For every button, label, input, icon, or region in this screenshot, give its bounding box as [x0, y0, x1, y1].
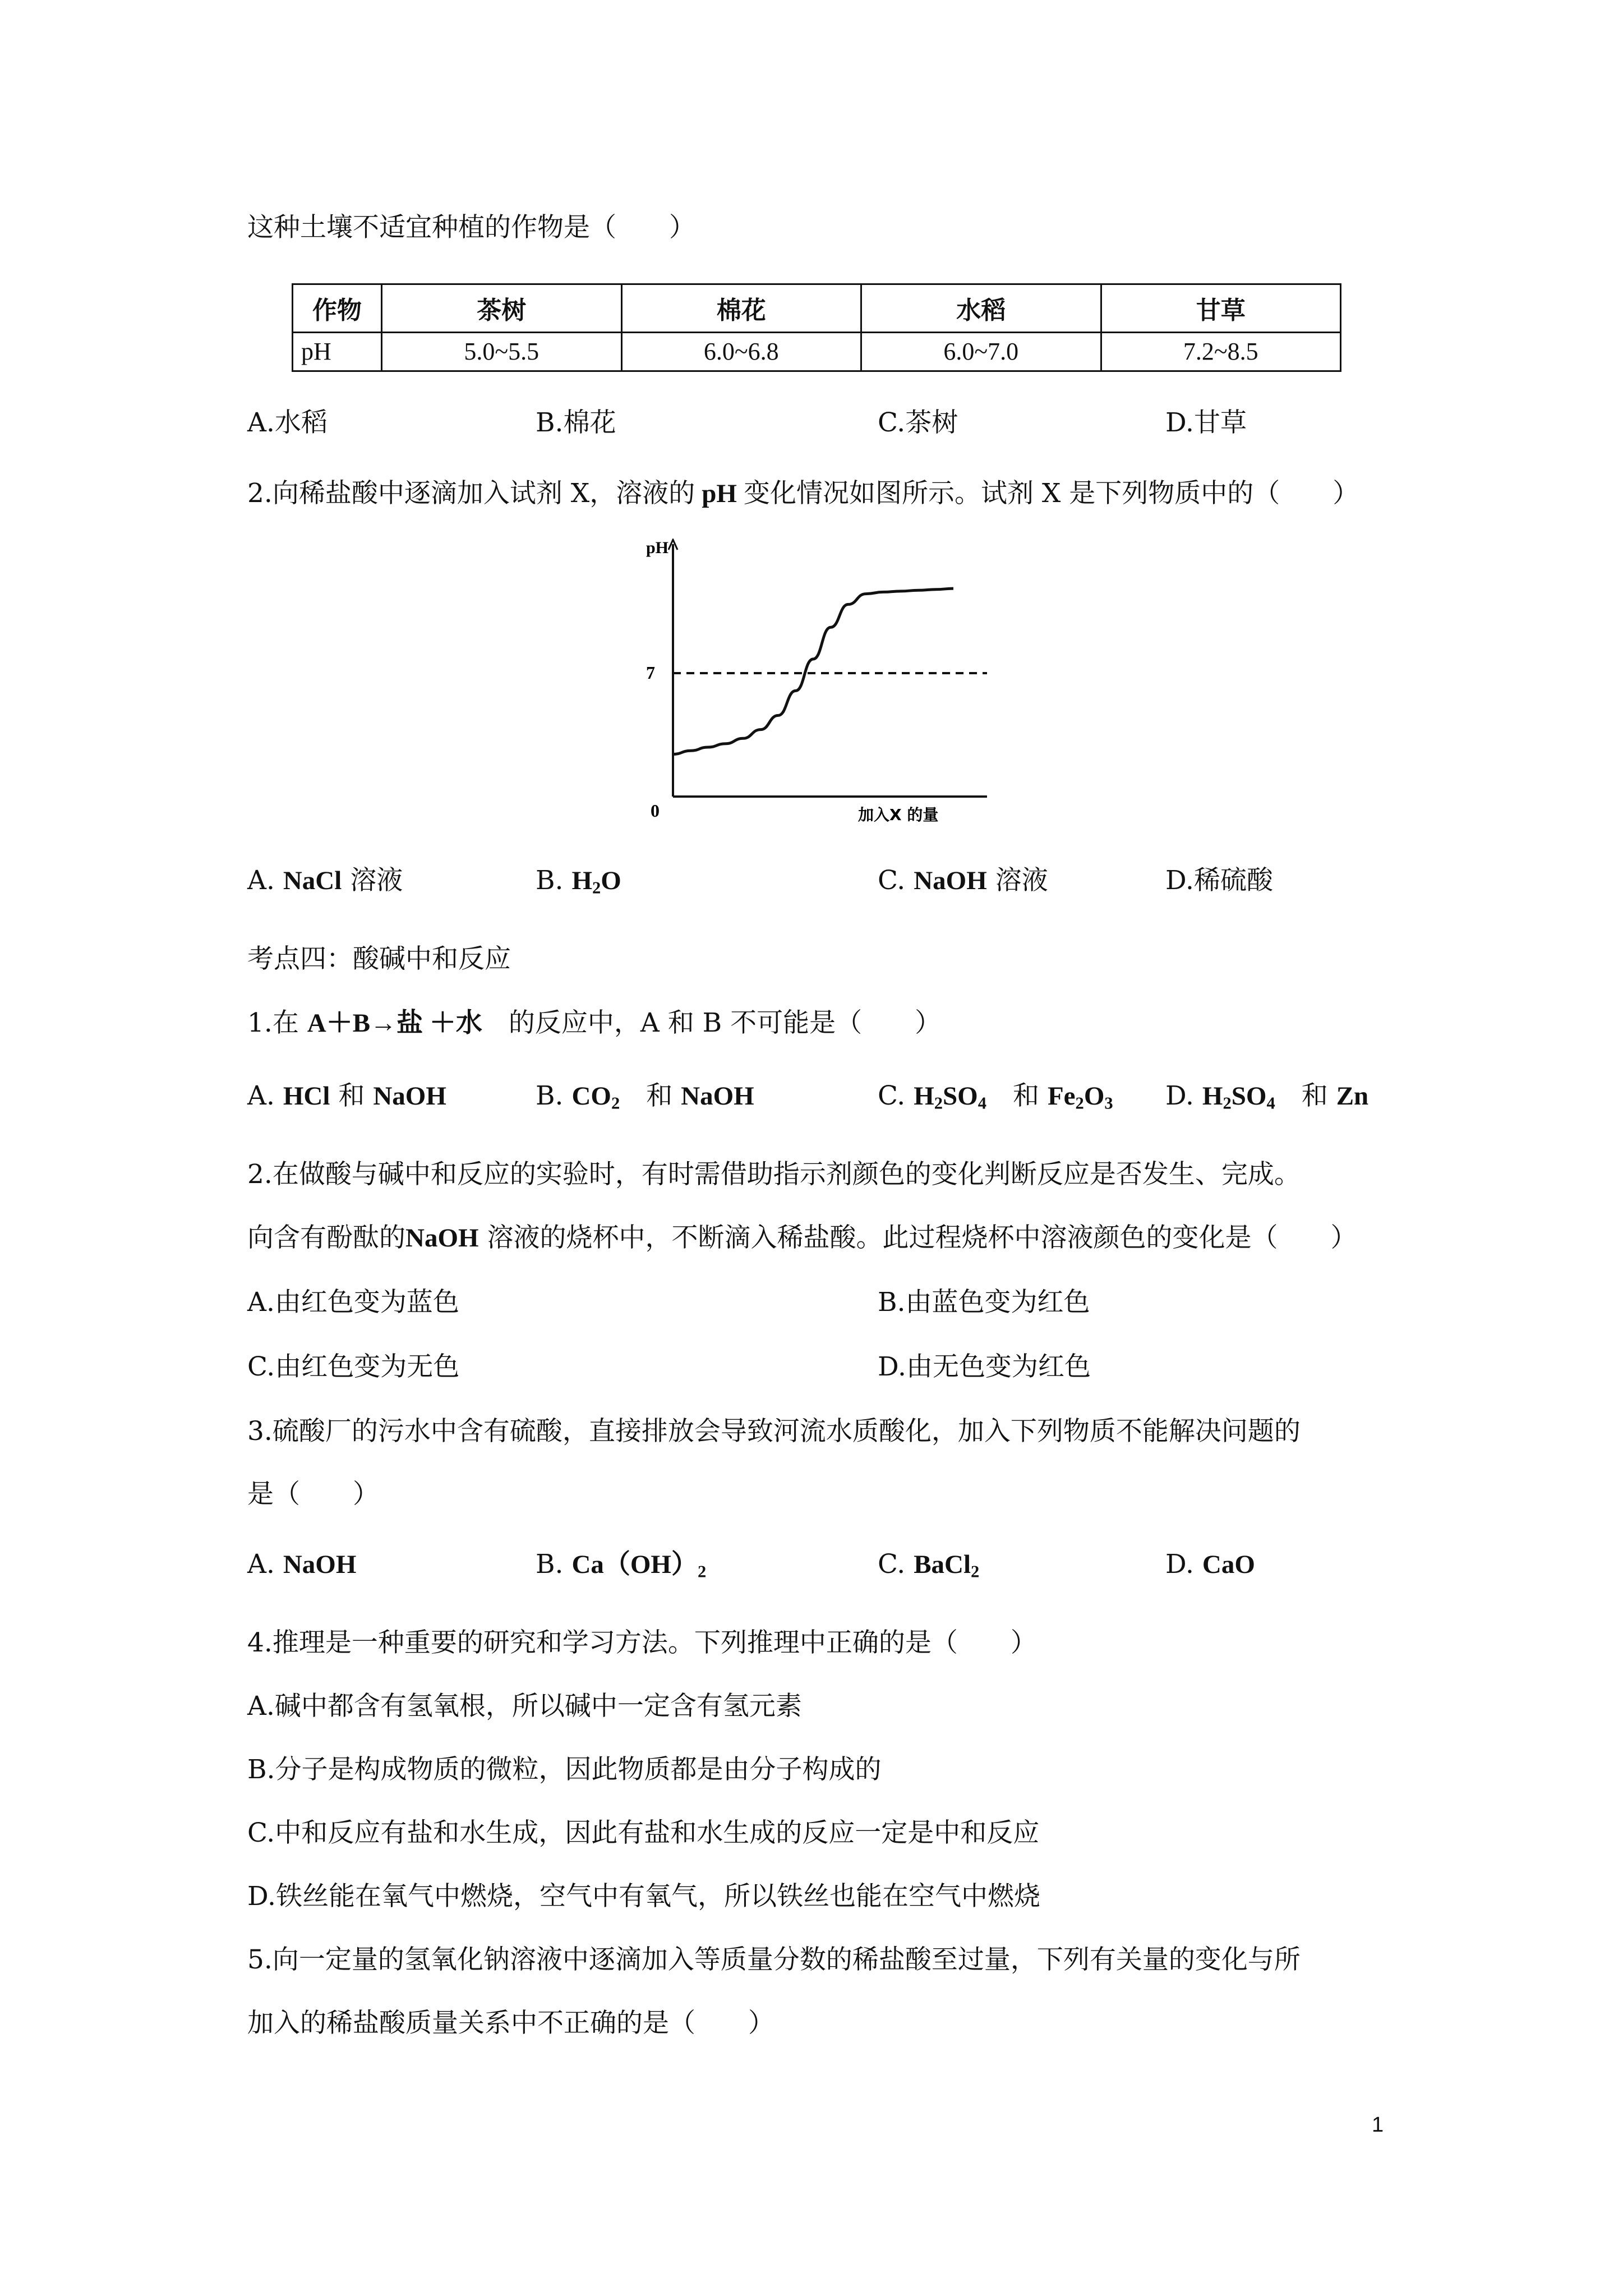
formula-part: BaCl — [914, 1550, 971, 1579]
option-text: 和 — [646, 1080, 673, 1111]
option-c: C.中和反应有盐和水生成，因此有盐和水生成的反应一定是中和反应 — [247, 1818, 1040, 1848]
stem-text: 向含有酚酞的 — [247, 1222, 405, 1253]
formula-subscript: 2 — [611, 1093, 620, 1113]
formula-subscript: 2 — [934, 1093, 943, 1113]
section-title: 考点四：酸碱中和反应 — [247, 944, 511, 974]
option-letter: B. — [536, 1080, 564, 1111]
table-header-cell: 甘草 — [1101, 284, 1341, 333]
option-d — [1165, 1080, 1369, 1113]
stem-text: 2.向稀盐酸中逐滴加入试剂 X，溶液的 — [247, 478, 695, 509]
option-formula — [914, 1550, 979, 1579]
option-c — [878, 1549, 980, 1581]
formula-part: H — [914, 1082, 934, 1111]
question-stem: 是（ ） — [247, 1479, 379, 1510]
formula-part: O — [1083, 1082, 1105, 1111]
question-stem: 3.硫酸厂的污水中含有硫酸，直接排放会导致河流水质酸化，加入下列物质不能解决问题的 — [247, 1416, 1301, 1447]
question-stem — [247, 1222, 1357, 1253]
option-letter: B. — [536, 865, 564, 896]
formula-subscript: 2 — [971, 1562, 980, 1581]
formula-subscript: 2 — [1223, 1093, 1232, 1113]
option-b — [536, 1549, 707, 1581]
stem-formula: NaOH — [405, 1223, 479, 1253]
crop-ph-table — [292, 283, 1341, 372]
option-formula: NaCl — [283, 866, 342, 895]
option-text: 和 — [338, 1080, 365, 1111]
option-formula — [571, 866, 621, 898]
formula-part: Ca（OH） — [571, 1550, 698, 1579]
origin-label: 0 — [651, 800, 660, 821]
option-formula — [571, 1082, 620, 1111]
option-a — [247, 1551, 356, 1578]
formula-part: Fe — [1047, 1082, 1076, 1111]
option-letter: C. — [878, 1080, 906, 1111]
formula-subscript: 4 — [1266, 1093, 1275, 1113]
table-cell: 5.0~5.5 — [382, 332, 622, 371]
formula-part: SO — [1231, 1082, 1267, 1111]
option-letter: D. — [1165, 865, 1194, 896]
option-d: D.铁丝能在氧气中燃烧，空气中有氧气，所以铁丝也能在空气中燃烧 — [247, 1881, 1040, 1912]
formula-part: H — [571, 866, 592, 895]
table-header-row — [293, 284, 1341, 333]
option-c — [878, 867, 1048, 894]
option-a: A.由红色变为蓝色 — [247, 1287, 459, 1318]
option-formula — [571, 1550, 706, 1579]
table-cell: 6.0~6.8 — [621, 332, 861, 371]
option-b — [536, 865, 621, 898]
stem-text: 变化情况如图所示。试剂 X 是下列物质中的（ ） — [743, 478, 1359, 509]
formula-subscript: 4 — [978, 1093, 987, 1113]
table-header-cell: 棉花 — [621, 284, 861, 333]
question-stem: 2.在做酸与碱中和反应的实验时，有时需借助指示剂颜色的变化判断反应是否发生、完成。 — [247, 1159, 1301, 1190]
option-formula: CaO — [1202, 1550, 1255, 1579]
stem-text: 溶液的烧杯中，不断滴入稀盐酸。此过程烧杯中溶液颜色的变化是（ ） — [487, 1222, 1357, 1253]
stem-formula: pH — [702, 479, 737, 508]
table-header-cell: 作物 — [293, 284, 382, 333]
option-text: 和 — [1301, 1080, 1328, 1111]
reference-tick-label: 7 — [646, 662, 655, 683]
formula-part: O — [601, 866, 621, 895]
option-d: D.由无色变为红色 — [878, 1351, 1091, 1382]
option-c: C.茶树 — [878, 407, 958, 438]
formula-part: CO — [571, 1082, 611, 1111]
option-letter: A. — [247, 1549, 275, 1580]
option-formula: Zn — [1336, 1082, 1369, 1111]
option-a — [247, 867, 403, 894]
formula-subscript: 2 — [592, 878, 601, 898]
stem-text: 的反应中，A 和 B 不可能是（ ） — [508, 1007, 942, 1038]
option-c: C.由红色变为无色 — [247, 1351, 460, 1382]
formula-subscript: 2 — [1075, 1093, 1084, 1113]
option-a: A.碱中都含有氢氧根，所以碱中一定含有氢元素 — [247, 1691, 802, 1722]
question-stem: 加入的稀盐酸质量关系中不正确的是（ ） — [247, 2008, 774, 2039]
option-c — [878, 1080, 1113, 1113]
option-formula: NaOH — [914, 866, 987, 895]
table-row — [293, 332, 1341, 371]
option-text: 和 — [1013, 1080, 1040, 1111]
option-d: D.甘草 — [1165, 407, 1247, 438]
option-a — [247, 1080, 446, 1111]
option-letter: A. — [247, 1080, 275, 1111]
option-letter: D. — [1165, 1549, 1194, 1580]
chart-axes — [668, 540, 987, 797]
option-b: B.分子是构成物质的微粒，因此物质都是由分子构成的 — [247, 1754, 882, 1785]
option-d — [1165, 1551, 1255, 1578]
ph-curve-chart — [634, 539, 1015, 830]
question-stem — [247, 1007, 942, 1038]
stem-text: 1.在 — [247, 1007, 299, 1038]
table-cell: 7.2~8.5 — [1101, 332, 1341, 371]
option-b: B.由蓝色变为红色 — [878, 1287, 1090, 1318]
table-header-cell: 茶树 — [382, 284, 622, 333]
formula-subscript: 2 — [698, 1562, 707, 1581]
option-letter: B. — [536, 1549, 564, 1580]
option-formula: HCl — [283, 1082, 330, 1111]
option-letter: C. — [878, 1549, 906, 1580]
stem-formula: A＋B→盐 ＋水 — [307, 1009, 482, 1038]
ph-curve-line — [673, 588, 953, 754]
option-letter: C. — [878, 865, 906, 896]
formula-part: H — [1202, 1082, 1223, 1111]
option-formula — [1048, 1082, 1113, 1111]
option-text: 稀硫酸 — [1193, 865, 1273, 896]
table-cell: pH — [293, 332, 382, 371]
y-axis-label: pH — [646, 539, 669, 557]
option-formula — [1202, 1082, 1275, 1111]
option-formula — [914, 1082, 986, 1111]
page-number: 1 — [1372, 2113, 1384, 2137]
option-letter: A. — [247, 865, 275, 896]
option-a: A.水稻 — [247, 407, 328, 438]
option-b — [536, 1080, 754, 1113]
formula-subscript: 3 — [1104, 1093, 1113, 1113]
question-stem — [247, 480, 1359, 507]
question-stem: 5.向一定量的氢氧化钠溶液中逐滴加入等质量分数的稀盐酸至过量，下列有关量的变化与所 — [247, 1944, 1301, 1975]
table-header-cell: 水稻 — [861, 284, 1101, 333]
option-d — [1165, 867, 1273, 894]
option-formula: NaOH — [373, 1082, 446, 1111]
x-axis-label: 加入X 的量 — [858, 806, 939, 824]
option-text: 溶液 — [350, 865, 403, 896]
option-formula: NaOH — [681, 1082, 754, 1111]
question-stem: 4.推理是一种重要的研究和学习方法。下列推理中正确的是（ ） — [247, 1627, 1037, 1658]
option-text: 溶液 — [995, 865, 1048, 896]
option-formula: NaOH — [283, 1550, 357, 1579]
option-letter: D. — [1165, 1080, 1194, 1111]
option-b: B.棉花 — [536, 407, 616, 438]
formula-part: SO — [943, 1082, 978, 1111]
table-cell: 6.0~7.0 — [861, 332, 1101, 371]
question-stem: 这种土壤不适宜种植的作物是（ ） — [247, 212, 695, 243]
